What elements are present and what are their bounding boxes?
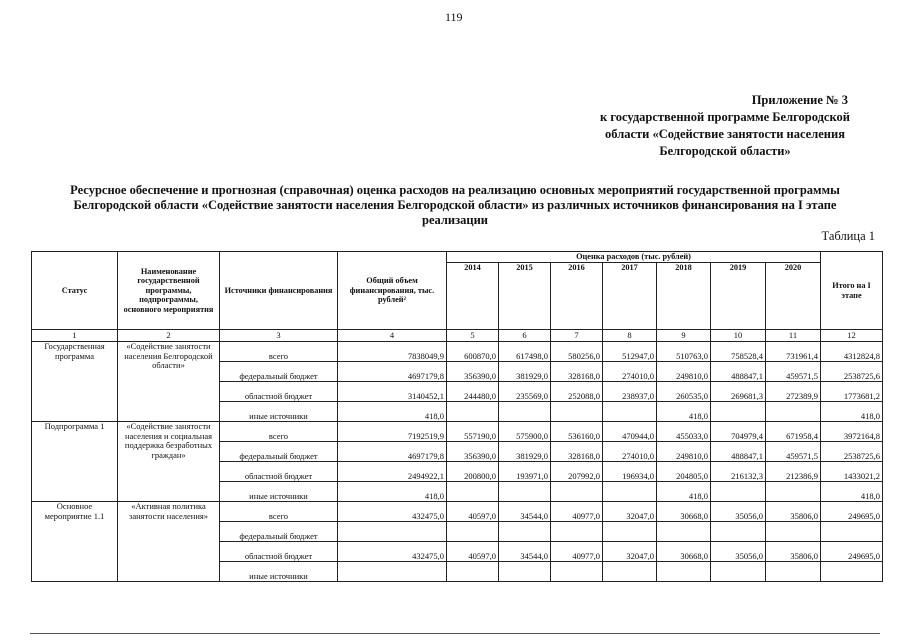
table-label: Таблица 1 [821,229,875,243]
column-index: 3 [220,330,338,342]
funding-source: федеральный бюджет [220,522,338,542]
funding-source: всего [220,342,338,362]
row-status: Основное мероприятие 1.1 [32,502,118,582]
year-amount: 40597,0 [447,502,499,522]
year-amount: 272389,9 [766,382,821,402]
appendix-line-3: области «Содействие занятости населения [605,127,845,141]
appendix-number: Приложение № 3 [751,93,848,107]
header-year: 2018 [657,263,711,330]
appendix-header [560,92,890,160]
year-amount [551,402,603,422]
total-amount: 3140452,1 [338,382,447,402]
table-row [32,422,883,442]
year-amount [711,562,766,582]
total-amount: 4697179,8 [338,442,447,462]
stage-amount: 3972164,8 [821,422,883,442]
year-amount: 35056,0 [711,502,766,522]
total-amount: 2494922,1 [338,462,447,482]
year-amount: 356390,0 [447,442,499,462]
year-amount [499,522,551,542]
year-amount [766,522,821,542]
document-title: Ресурсное обеспечение и прогнозная (справочная) оценка расходов на реализацию основных мероприятий государственной программы Белгородской области «Содействие занятости населения Белгородской области» из различных источников финансирования на I этапе реализации [70,183,840,227]
row-name: «Содействие занятости населения и социальная поддержка безработных граждан» [118,422,220,502]
row-status: Подпрограмма 1 [32,422,118,502]
year-amount: 216132,3 [711,462,766,482]
year-amount: 30668,0 [657,502,711,522]
year-amount: 418,0 [657,482,711,502]
funding-source: областной бюджет [220,382,338,402]
year-amount [499,402,551,422]
row-status: Государственная программа [32,342,118,422]
total-amount: 418,0 [338,482,447,502]
year-amount: 704979,4 [711,422,766,442]
stage-amount: 2538725,6 [821,442,883,462]
year-amount: 35056,0 [711,542,766,562]
year-amount [657,562,711,582]
year-amount: 459571,5 [766,442,821,462]
stage-amount: 1433021,2 [821,462,883,482]
stage-amount: 2538725,6 [821,362,883,382]
year-amount [551,522,603,542]
stage-amount [821,522,883,542]
funding-source: иные источники [220,482,338,502]
header-status: Статус [32,252,118,330]
year-amount: 196934,0 [603,462,657,482]
header-year: 2020 [766,263,821,330]
year-amount: 193971,0 [499,462,551,482]
year-amount: 580256,0 [551,342,603,362]
year-amount [766,482,821,502]
row-name: «Содействие занятости населения Белгородской области» [118,342,220,422]
column-index: 9 [657,330,711,342]
year-amount: 249810,0 [657,362,711,382]
column-index: 6 [499,330,551,342]
year-amount [711,402,766,422]
year-amount: 40977,0 [551,502,603,522]
year-amount: 260535,0 [657,382,711,402]
year-amount [603,482,657,502]
table-row [32,342,883,362]
total-amount: 4697179,8 [338,362,447,382]
year-amount: 488847,1 [711,442,766,462]
year-amount: 470944,0 [603,422,657,442]
funding-source: федеральный бюджет [220,442,338,462]
year-amount: 328168,0 [551,362,603,382]
year-amount [499,562,551,582]
year-amount: 269681,3 [711,382,766,402]
stage-amount: 4312824,8 [821,342,883,362]
year-amount: 35806,0 [766,542,821,562]
year-amount: 617498,0 [499,342,551,362]
header-total: Общий объем финансирования, тыс. рублей² [338,252,447,330]
year-amount [766,402,821,422]
year-amount: 235569,0 [499,382,551,402]
stage-amount: 418,0 [821,402,883,422]
header-year: 2015 [499,263,551,330]
year-amount: 536160,0 [551,422,603,442]
year-amount: 381929,0 [499,442,551,462]
year-amount: 328168,0 [551,442,603,462]
column-index: 5 [447,330,499,342]
year-amount: 207992,0 [551,462,603,482]
funding-source: всего [220,422,338,442]
year-amount: 274010,0 [603,442,657,462]
year-amount [711,522,766,542]
total-amount [338,522,447,542]
header-year: 2019 [711,263,766,330]
year-amount: 459571,5 [766,362,821,382]
funding-source: иные источники [220,402,338,422]
column-index: 2 [118,330,220,342]
year-amount: 244480,0 [447,382,499,402]
year-amount [657,522,711,542]
column-index: 1 [32,330,118,342]
table-row [32,502,883,522]
year-amount: 34544,0 [499,542,551,562]
total-amount: 7838049,9 [338,342,447,362]
year-amount: 455033,0 [657,422,711,442]
year-amount [447,562,499,582]
stage-amount: 1773681,2 [821,382,883,402]
year-amount: 238937,0 [603,382,657,402]
footer-line [30,633,880,636]
year-amount [551,562,603,582]
year-amount [499,482,551,502]
year-amount: 356390,0 [447,362,499,382]
year-amount: 32047,0 [603,502,657,522]
year-amount: 34544,0 [499,502,551,522]
year-amount [603,562,657,582]
year-amount [711,482,766,502]
year-amount: 40977,0 [551,542,603,562]
year-amount: 200800,0 [447,462,499,482]
year-amount: 600870,0 [447,342,499,362]
year-amount: 510763,0 [657,342,711,362]
year-amount: 758528,4 [711,342,766,362]
column-index: 12 [821,330,883,342]
year-amount: 35806,0 [766,502,821,522]
funding-table [31,251,883,582]
year-amount [447,482,499,502]
year-amount: 252088,0 [551,382,603,402]
year-amount: 204805,0 [657,462,711,482]
total-amount [338,562,447,582]
year-amount: 30668,0 [657,542,711,562]
stage-amount: 418,0 [821,482,883,502]
header-year: 2014 [447,263,499,330]
header-name: Наименование государственной программы, подпрограммы, основного мероприятия [118,252,220,330]
year-amount: 249810,0 [657,442,711,462]
stage-amount [821,562,883,582]
total-amount: 418,0 [338,402,447,422]
column-index: 4 [338,330,447,342]
funding-source: всего [220,502,338,522]
year-amount: 32047,0 [603,542,657,562]
column-index: 11 [766,330,821,342]
header-year: 2017 [603,263,657,330]
year-amount: 575900,0 [499,422,551,442]
header-estimate: Оценка расходов (тыс. рублей) [447,252,821,263]
column-index: 10 [711,330,766,342]
row-name: «Активная политика занятости населения» [118,502,220,582]
year-amount [603,522,657,542]
page-number: 119 [445,10,463,24]
stage-amount: 249695,0 [821,542,883,562]
header-stage-total: Итого на I этапе [821,252,883,330]
year-amount: 557190,0 [447,422,499,442]
year-amount [551,482,603,502]
funding-source: областной бюджет [220,462,338,482]
header-sources: Источники финансирования [220,252,338,330]
total-amount: 7192519,9 [338,422,447,442]
funding-source: областной бюджет [220,542,338,562]
year-amount: 671958,4 [766,422,821,442]
header-year: 2016 [551,263,603,330]
column-index: 7 [551,330,603,342]
year-amount: 418,0 [657,402,711,422]
appendix-line-2: к государственной программе Белгородской [600,110,850,124]
total-amount: 432475,0 [338,502,447,522]
appendix-line-4: Белгородской области» [659,144,791,158]
year-amount: 731961,4 [766,342,821,362]
year-amount: 512947,0 [603,342,657,362]
stage-amount: 249695,0 [821,502,883,522]
year-amount [447,402,499,422]
year-amount [447,522,499,542]
year-amount: 488847,1 [711,362,766,382]
year-amount [766,562,821,582]
total-amount: 432475,0 [338,542,447,562]
year-amount: 274010,0 [603,362,657,382]
year-amount: 381929,0 [499,362,551,382]
year-amount: 40597,0 [447,542,499,562]
year-amount: 212386,9 [766,462,821,482]
funding-source: иные источники [220,562,338,582]
column-index: 8 [603,330,657,342]
year-amount [603,402,657,422]
funding-source: федеральный бюджет [220,362,338,382]
